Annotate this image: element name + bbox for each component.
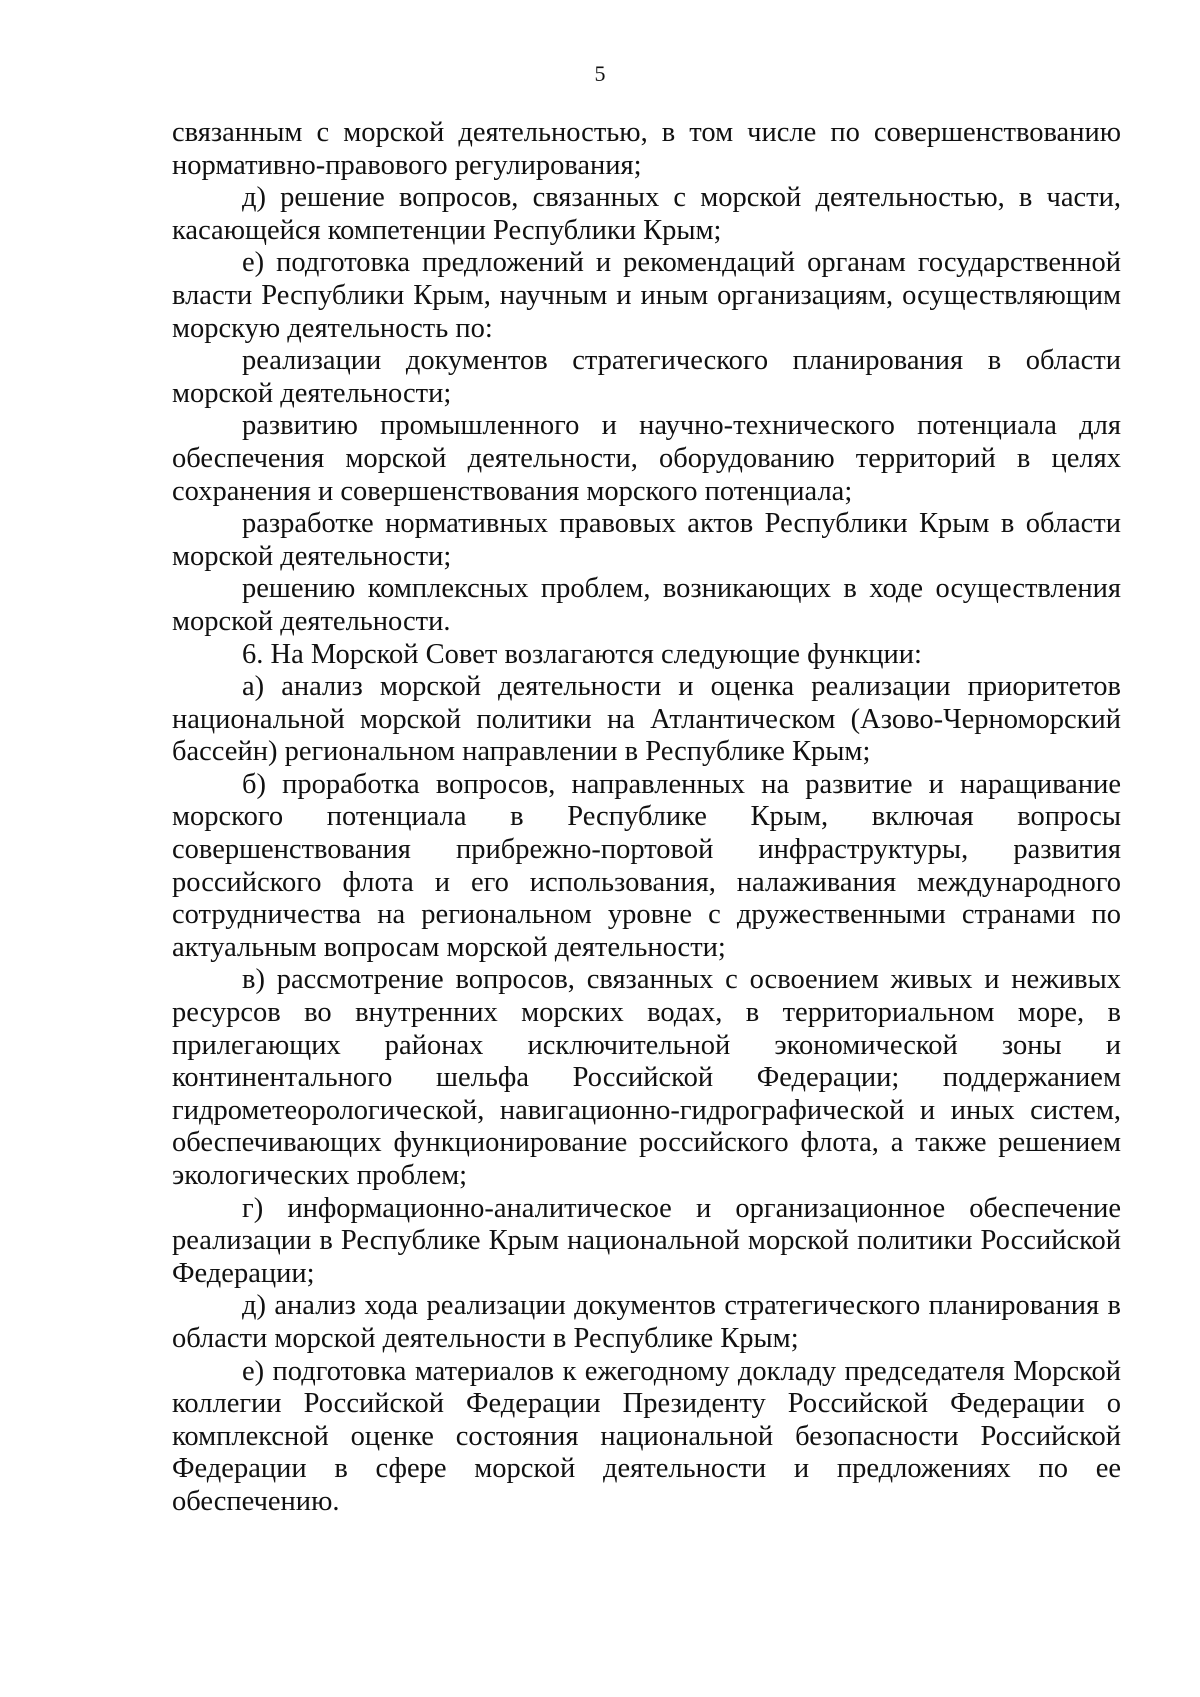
paragraph-subitem-legal-acts: разработке нормативных правовых актов Республики Крым в области морской деятельности; bbox=[172, 508, 1121, 572]
paragraph-function-a: а) анализ морской деятельности и оценка реализации приоритетов национальной морской политики на Атлантическом (Азово-Черноморский бассейн) региональном направлении в Республике Крым; bbox=[172, 671, 1121, 768]
paragraph-section-6: 6. На Морской Совет возлагаются следующие функции: bbox=[242, 638, 922, 670]
paragraph-function-v: в) рассмотрение вопросов, связанных с освоением живых и неживых ресурсов во внутренних морских водах, в территориальном море, в прилегающих районах исключительной экономической зоны и континентального шельфа Российской Федерации; поддержанием гидрометеорологической, навигационно-гидрографической и иных систем, обеспечивающих функционирование российского флота, а также решением экологических проблем; bbox=[172, 964, 1121, 1191]
page-number: 5 bbox=[594, 61, 606, 86]
paragraph-subitem-strategic-planning: реализации документов стратегического планирования в области морской деятельности; bbox=[172, 345, 1121, 409]
paragraph-function-g: г) информационно-аналитическое и организационное обеспечение реализации в Республике Крым национальной морской политики Российской Федерации; bbox=[172, 1192, 1121, 1289]
paragraph-item-e: е) подготовка предложений и рекомендаций органам государственной власти Республики Крым, научным и иным организациям, осуществляющим морскую деятельность по: bbox=[172, 247, 1121, 344]
paragraph-function-e: е) подготовка материалов к ежегодному докладу председателя Морской коллегии Российской Федерации Президенту Российской Федерации о комплексной оценке состояния национальной безопасности Российской Федерации в сфере морской деятельности и предложениях по ее обеспечению. bbox=[172, 1355, 1121, 1517]
paragraph-item-d: д) решение вопросов, связанных с морской деятельностью, в части, касающейся компетенции Республики Крым; bbox=[172, 182, 1121, 246]
paragraph-continuation: связанным с морской деятельностью, в том числе по совершенствованию нормативно-правового регулирования; bbox=[172, 117, 1121, 181]
paragraph-subitem-complex-problems: решению комплексных проблем, возникающих в ходе осуществления морской деятельности. bbox=[172, 573, 1121, 637]
document-body bbox=[172, 117, 1121, 1519]
paragraph-function-b: б) проработка вопросов, направленных на развитие и наращивание морского потенциала в Республике Крым, включая вопросы совершенствования прибрежно-портовой инфраструктуры, развития российского флота и его использования, налаживания международного сотрудничества на региональном уровне с дружественными странами по актуальным вопросам морской деятельности; bbox=[172, 768, 1121, 963]
paragraph-function-d: д) анализ хода реализации документов стратегического планирования в области морской деятельности в Республике Крым; bbox=[172, 1290, 1121, 1354]
paragraph-subitem-industrial-potential: развитию промышленного и научно-технического потенциала для обеспечения морской деятельности, оборудованию территорий в целях сохранения и совершенствования морского потенциала; bbox=[172, 410, 1121, 507]
